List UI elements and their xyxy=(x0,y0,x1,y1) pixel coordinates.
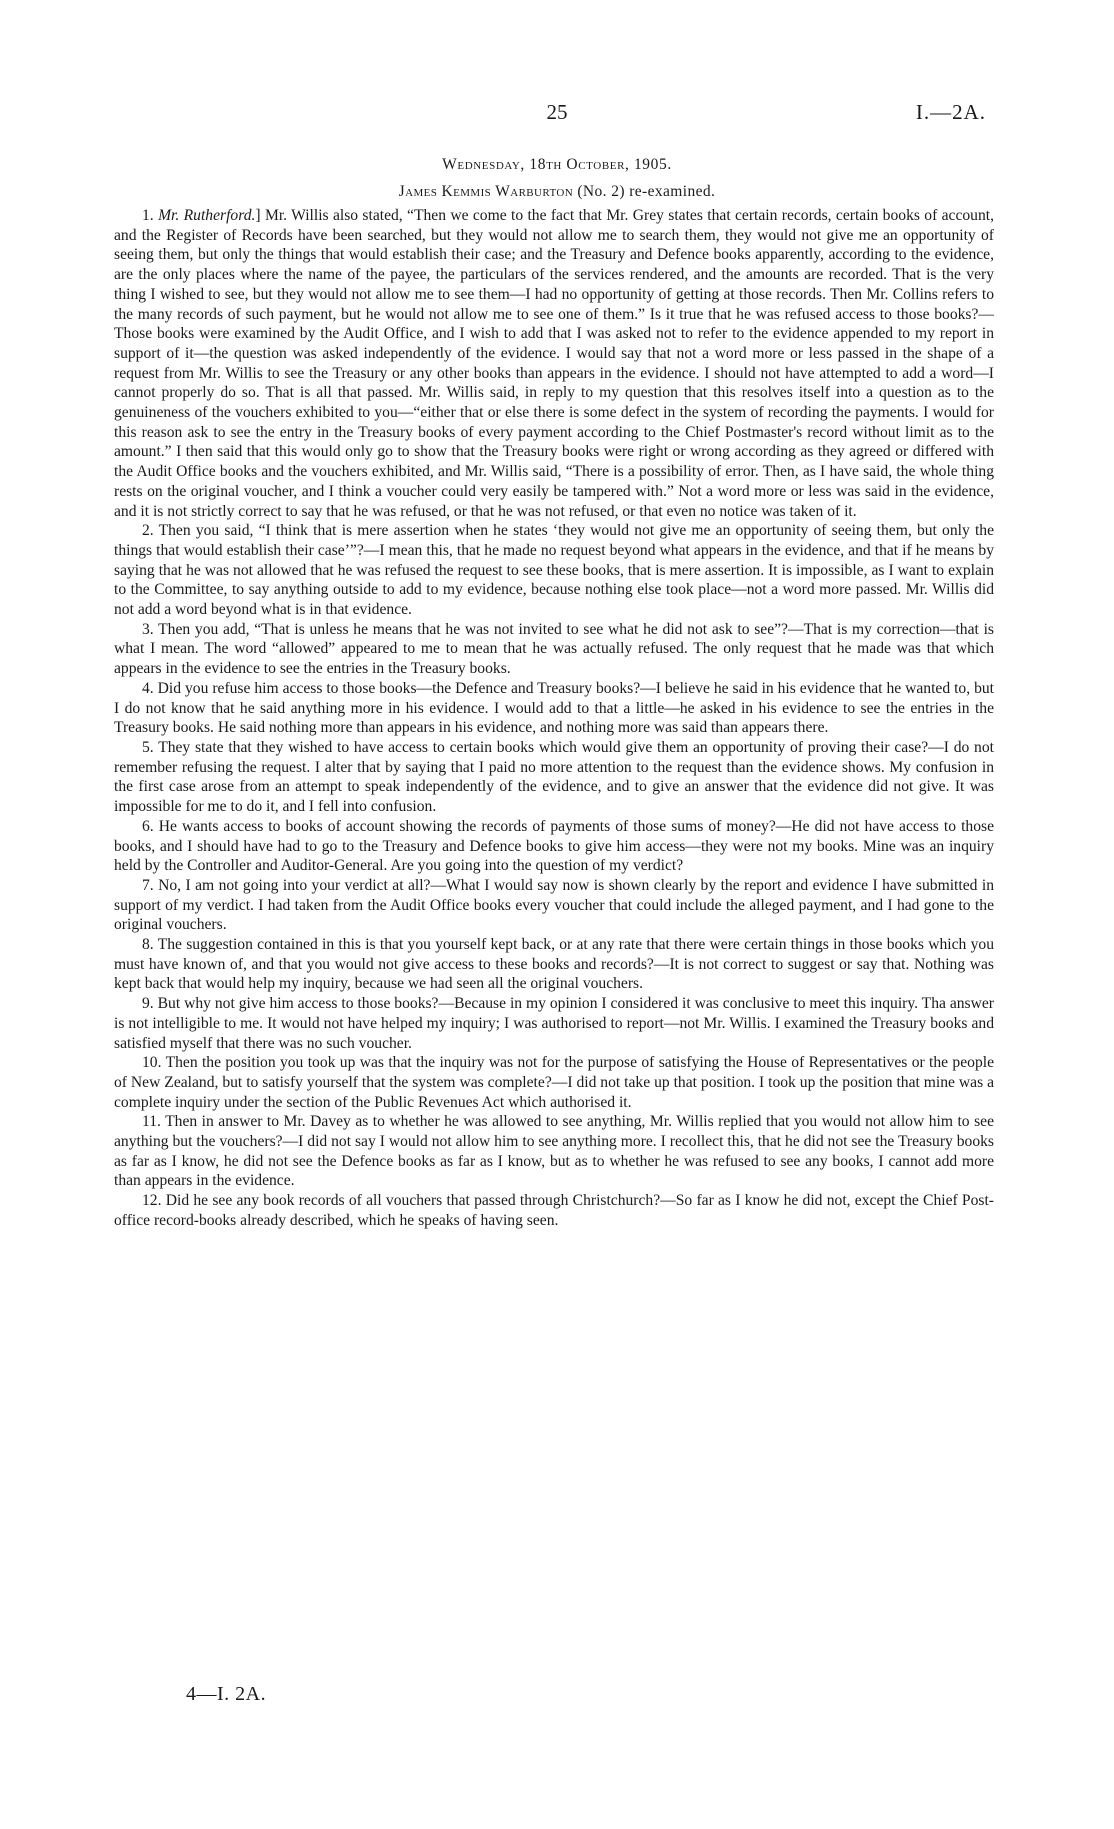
paragraph-text: Then in answer to Mr. Davey as to whether he was allowed to see anything, Mr. Willis replied that you would not allow him to see anything but the vouchers?—I did not say I would not allow him to see anything more. I recollect this, that he did not see the Treasury books as far as I know, he did not see the Defence books as far as I know, but as to whether he was refused to see any books, I cannot add more than appears in the evidence. xyxy=(114,1113,994,1190)
question-paragraph xyxy=(114,1053,994,1112)
question-paragraph xyxy=(114,1191,994,1230)
question-number: 5. xyxy=(142,738,154,756)
paragraph-text: No, I am not going into your verdict at all?—What I would say now is shown clearly by the report and evidence I have submitted in support of my verdict. I had taken from the Audit Office books every voucher that could include the alleged payment, and I had gone to the original vouchers. xyxy=(114,876,994,934)
question-number: 12. xyxy=(142,1192,162,1210)
question-paragraph xyxy=(114,206,994,521)
question-paragraph xyxy=(114,738,994,817)
footer-signature-ref: 4—I. 2A. xyxy=(186,1683,267,1705)
paragraph-text: He wants access to books of account showing the records of payments of those sums of money?—He did not have access to those books, and I should have had to go to the Treasury and Defence books to give him access—they were not my books. Mine was an inquiry held by the Controller and Auditor-General. Are you going into the question of my verdict? xyxy=(114,817,994,875)
question-number: 10. xyxy=(142,1054,162,1072)
question-paragraph xyxy=(114,1112,994,1191)
paragraph-text: Then you add, “That is unless he means that he was not invited to see what he did not ask to see”?—That is my correction—that is what I mean. The word “allowed” appeared to me to mean that he was actually refused. The only request that he made was that which appears in the evidence to see the entries in the Treasury books. xyxy=(114,620,994,678)
question-paragraph xyxy=(114,994,994,1053)
document-reference: I.—2A. xyxy=(915,100,986,124)
paragraph-text: ] Mr. Willis also stated, “Then we come to the fact that Mr. Grey states that certain records, certain books of account, and the Register of Records have been searched, but they would not allow me to search them, they would not give me an opportunity of seeing them, but only the things that would establish their case; and the Treasury and Defence books apparently, according to the evidence, are the only places where the name of the payee, the particulars of the services rendered, and the amounts are recorded. That is the very thing I wished to see, but they would not allow me to see them—I had no opportunity of getting at those records. Then Mr. Collins refers to the many records of such payment, but he would not allow me to see one of them.” Is it true that he was refused access to those books?—Those books were examined by the Audit Office, and I wish to add that I was asked not to refer to the evidence appended to my report in support of it—the question was asked independently of the evidence. I would say that not a word more or less passed in the shape of a request from Mr. Willis to see the Treasury or any other books than appears in the evidence. I should not have attempted to add a word—I cannot properly do so. That is all that passed. Mr. Willis said, in reply to my question that this resolves itself into a question as to the genuineness of the vouchers exhibited to you—“either that or else there is some defect in the system of recording the payments. I would for this reason ask to see the entry in the Treasury books of every payment according to the Chief Postmaster's record without limit as to the amount.” I then said that this would only go to show that the Treasury books were right or wrong according as they agreed or differed with the Audit Office books and the vouchers exhibited, and Mr. Willis said, “There is a possibility of error. Then, as I have said, the whole thing rests on the original voucher, and I think a voucher could very easily be tampered with.” Not a word more or less was said in the evidence, and it is not strictly correct to say that he was refused, or that he was not refused, or that even no notice was taken of it. xyxy=(114,207,995,520)
question-number: 6. xyxy=(142,817,154,835)
evidence-body xyxy=(114,206,994,1231)
question-number: 2. xyxy=(142,522,154,540)
paragraph-text: Then you said, “I think that is mere assertion when he states ‘they would not give me an opportunity of seeing them, but only the things that would establish their case’”?—I mean this, that he made no request beyond what appears in the evidence, and that if he means by saying that he was not allowed that he was refused the request to see these books, that is mere assertion. It is impossible, as I want to explain to the Committee, to say anything outside to add to my evidence, because nothing else took place—not a word more passed. Mr. Willis did not add a word beyond what is in that evidence. xyxy=(114,522,994,619)
question-number: 3. xyxy=(142,620,154,638)
page-number: 25 xyxy=(546,100,568,124)
paragraph-text: Then the position you took up was that the inquiry was not for the purpose of satisfying the House of Representatives or the people of New Zealand, but to satisfy yourself that the system was complete?—I did not take up that position. I took up the position that mine was a complete inquiry under the section of the Public Revenues Act which authorised it. xyxy=(114,1054,994,1111)
witness-heading xyxy=(0,183,1114,201)
paragraph-text: Did he see any book records of all vouchers that passed through Christchurch?—So far as I know he did not, except the Chief Post-office record-books already described, which he speaks of having seen. xyxy=(114,1192,994,1229)
date-heading: Wednesday, 18th October, 1905. xyxy=(442,156,672,173)
question-number: 7. xyxy=(142,876,154,894)
question-paragraph xyxy=(114,817,994,876)
paragraph-text: The suggestion contained in this is that you yourself kept back, or at any rate that there were certain things in those books which you must have known of, and that you would not give access to these books and records?—It is not correct to suggest or say that. Nothing was kept back that would help my inquiry, because we had seen all the original vouchers. xyxy=(114,936,994,993)
question-number: 1. xyxy=(142,207,154,224)
question-paragraph xyxy=(114,679,994,738)
paragraph-text: But why not give him access to those books?—Because in my opinion I considered it was conclusive to meet this inquiry. Tha answer is not intelligible to me. It would not have helped my inquiry; I was authorised to report—not Mr. Willis. I examined the Treasury books and satisfied myself that there was no such voucher. xyxy=(114,995,994,1052)
witness-suffix: (No. 2) re-examined. xyxy=(573,183,716,200)
question-paragraph xyxy=(114,876,994,935)
witness-name: James Kemmis Warburton xyxy=(398,183,574,200)
speaker-name: Mr. Rutherford. xyxy=(158,207,256,224)
paragraph-text: Did you refuse him access to those books—the Defence and Treasury books?—I believe he said in his evidence that he wanted to, but I do not know that he said anything more in his evidence. I would add to that a little—he asked in his evidence to see the entries in the Treasury books. He said nothing more than appears in his evidence, and nothing more was said than appears there. xyxy=(114,679,994,737)
question-number: 4. xyxy=(142,679,154,697)
question-number: 11. xyxy=(142,1113,161,1131)
question-paragraph xyxy=(114,521,994,620)
question-paragraph xyxy=(114,620,994,679)
question-number: 9. xyxy=(142,995,154,1013)
question-paragraph xyxy=(114,935,994,994)
paragraph-text: They state that they wished to have access to certain books which would give them an opportunity of proving their case?—I do not remember refusing the request. I alter that by saying that I paid no more attention to the request than the evidence shows. My confusion in the first case arose from an attempt to speak independently of the evidence, and to give an answer that the evidence did not give. It was impossible for me to do it, and I fell into confusion. xyxy=(114,738,994,816)
question-number: 8. xyxy=(142,936,154,954)
